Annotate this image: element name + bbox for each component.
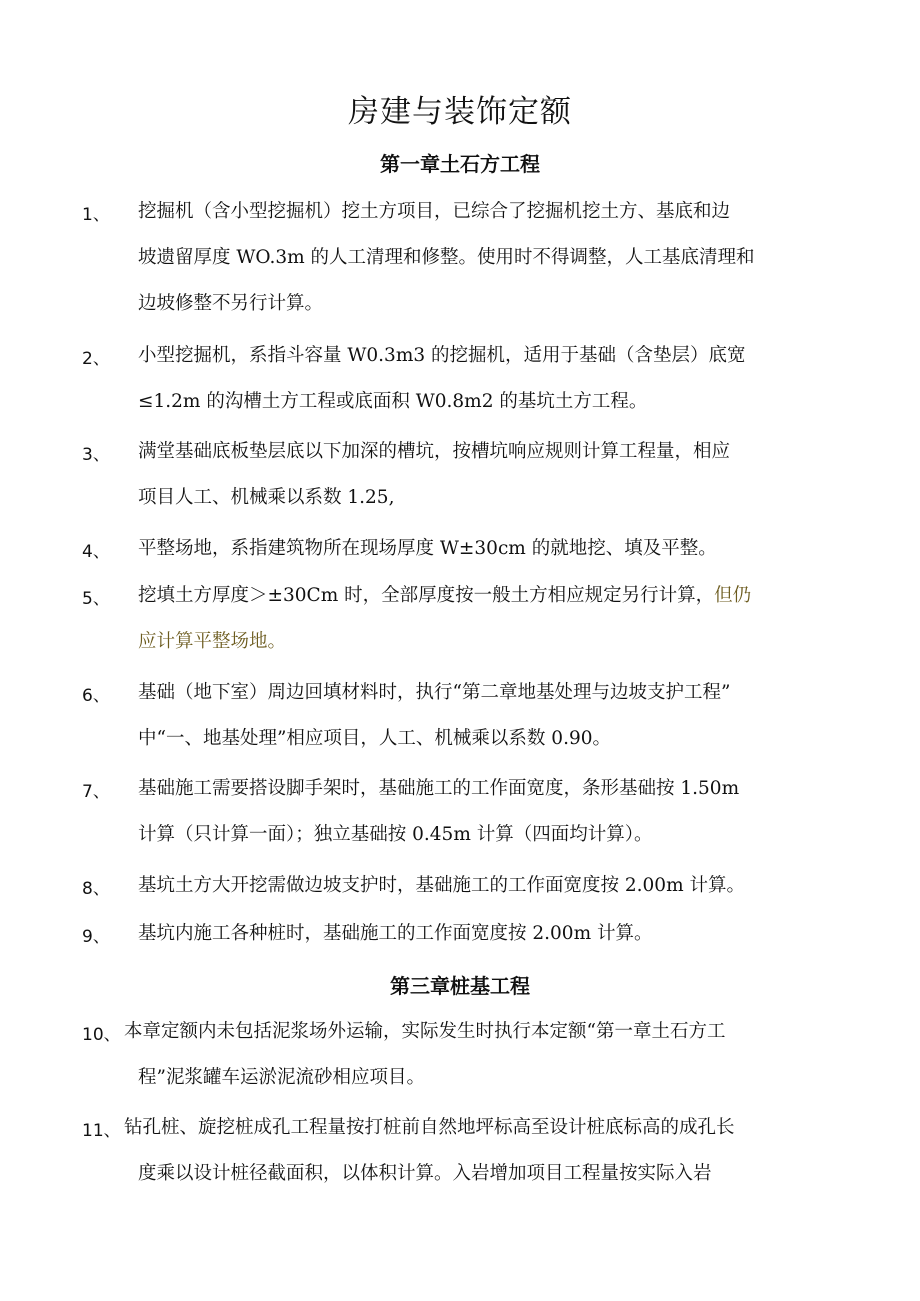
item-number: 4、: [82, 542, 110, 562]
item-text-line: 基础施工需要搭设脚手架时，基础施工的工作面宽度，条形基础按 1.50m: [138, 778, 740, 799]
highlighted-text: 但仍: [714, 585, 752, 606]
item-text-line: 边坡修整不另行计算。: [138, 293, 324, 314]
item-number: 2、: [82, 349, 110, 369]
item-text-line: 基坑土方大开挖需做边坡支护时，基础施工的工作面宽度按 2.00m 计算。: [138, 875, 745, 896]
item-text-line: 钻孔桩、旋挖桩成孔工程量按打桩前自然地坪标高至设计桩底标高的成孔长: [124, 1117, 735, 1138]
item-text-line: 项目人工、机械乘以系数 1.25,: [138, 487, 395, 508]
item-number: 9、: [82, 927, 110, 947]
chapter-heading-1: 第一章土石方工程: [380, 152, 540, 176]
item-number: 11、: [82, 1121, 121, 1141]
item-text-line: 计算（只计算一面）；独立基础按 0.45m 计算（四面均计算）。: [138, 824, 653, 845]
item-number: 3、: [82, 445, 110, 465]
item-text-line: 程”泥浆罐车运淤泥流砂相应项目。: [138, 1067, 425, 1088]
item-text-line: 小型挖掘机，系指斗容量 W0.3m3 的挖掘机，适用于基础（含垫层）底宽: [138, 345, 746, 366]
item-text-line: 基础（地下室）周边回填材料时，执行“第二章地基处理与边坡支护工程”: [138, 682, 731, 703]
item-number: 7、: [82, 782, 110, 802]
item-text-line: 本章定额内未包括泥浆场外运输，实际发生时执行本定额“第一章土石方工: [124, 1021, 726, 1042]
item-text-line: ≤1.2m 的沟槽土方工程或底面积 W0.8m2 的基坑土方工程。: [138, 391, 648, 412]
item-text-line: 满堂基础底板垫层底以下加深的槽坑，按槽坑响应规则计算工程量，相应: [138, 441, 731, 462]
item-text-line: 平整场地，系指建筑物所在现场厚度 W±30cm 的就地挖、填及平整。: [138, 538, 717, 559]
document-title: 房建与装饰定额: [348, 94, 572, 130]
item-text-line: 挖掘机（含小型挖掘机）挖土方项目，已综合了挖掘机挖土方、基底和边: [138, 201, 731, 222]
item-number: 5、: [82, 589, 110, 609]
item-text-line: 度乘以设计桩径截面积，以体积计算。入岩增加项目工程量按实际入岩: [138, 1163, 712, 1184]
item-text-line: 中“一、地基处理”相应项目，人工、机械乘以系数 0.90。: [138, 728, 611, 749]
item-number: 8、: [82, 879, 110, 899]
item-text-line: 坡遗留厚度 WO.3m 的人工清理和修整。使用时不得调整，人工基底清理和: [138, 247, 755, 268]
item-text-line: 应计算平整场地。: [138, 631, 287, 652]
item-text: 挖填土方厚度＞±30Cm 时，全部厚度按一般土方相应规定另行计算，: [138, 585, 715, 606]
item-number: 6、: [82, 686, 110, 706]
item-text-line: [138, 582, 858, 610]
chapter-heading-3: 第三章桩基工程: [390, 974, 530, 998]
item-text-line: 基坑内施工各种桩时，基础施工的工作面宽度按 2.00m 计算。: [138, 923, 653, 944]
item-number: 1、: [82, 205, 110, 225]
item-number: 10、: [82, 1025, 121, 1045]
